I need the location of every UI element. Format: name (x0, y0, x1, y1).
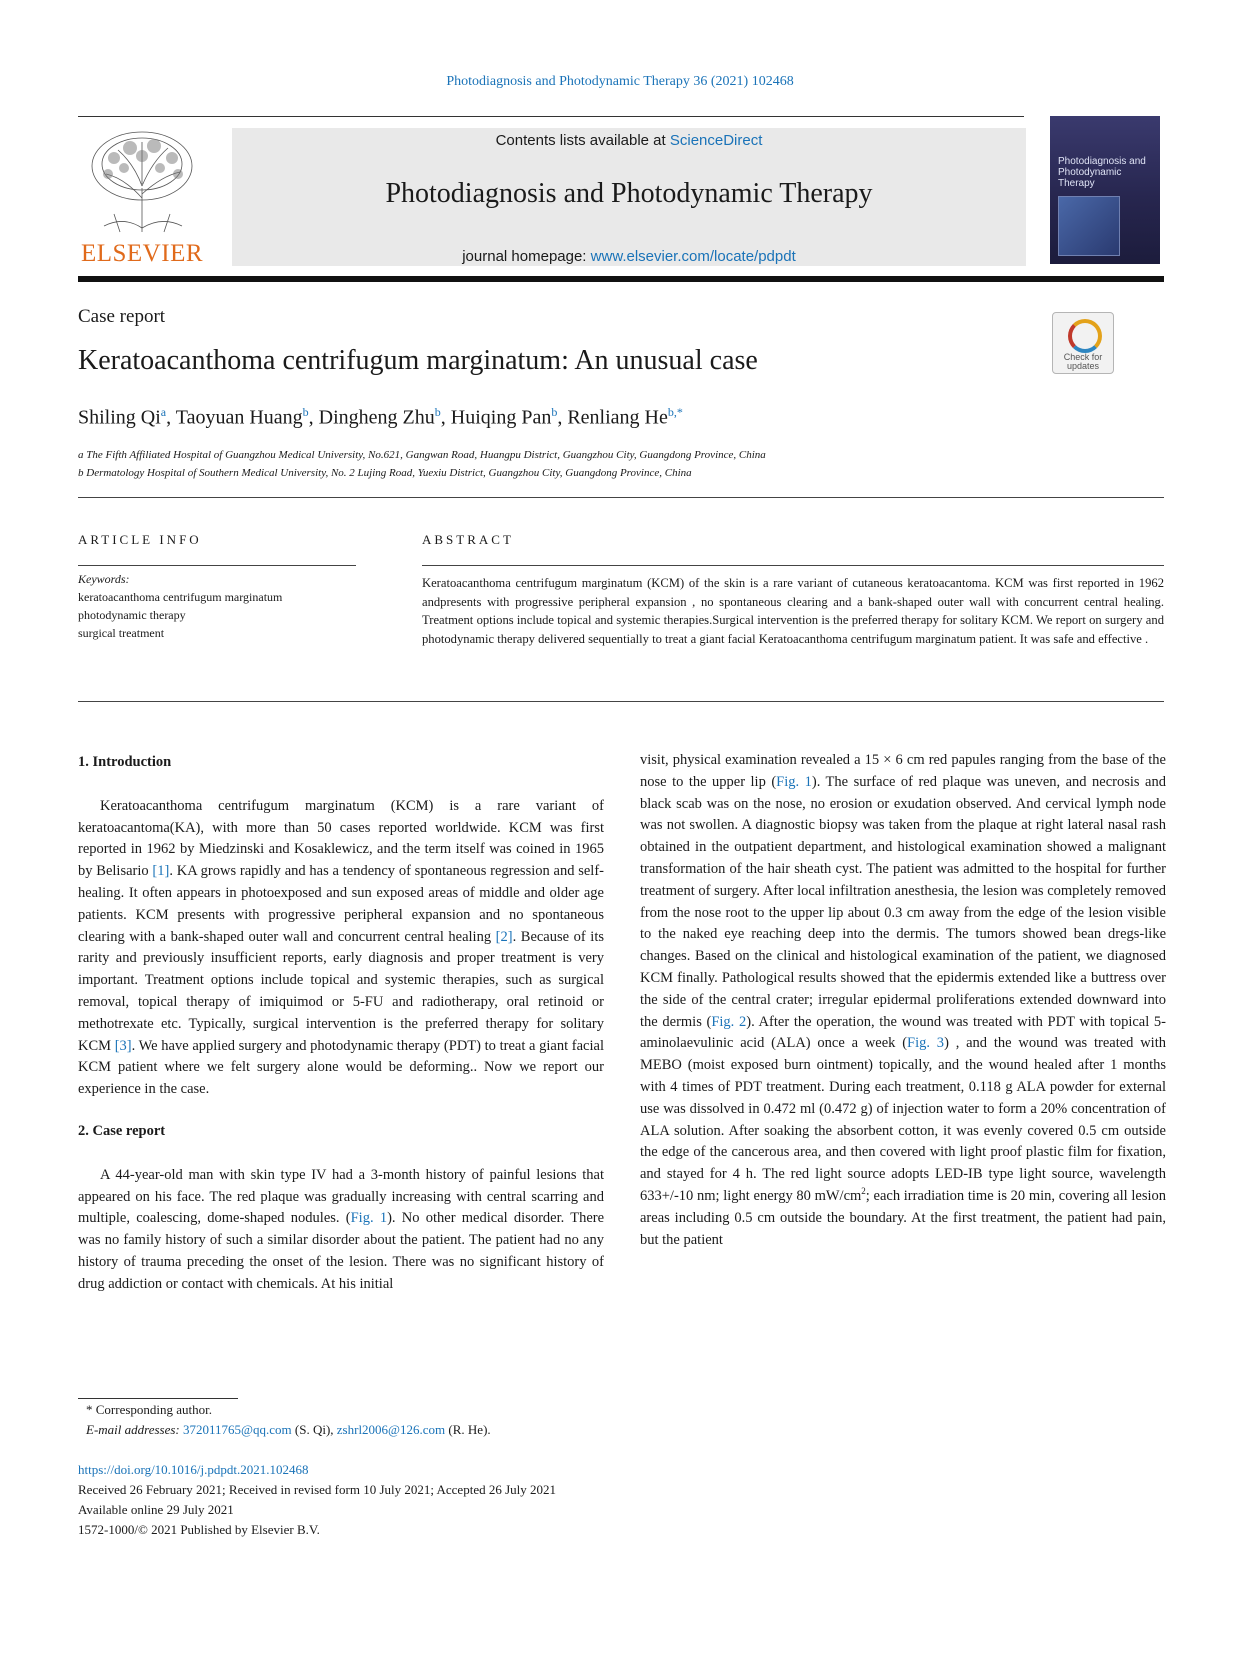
text-run: . Because of its rarity and previously insufficient reports, early diagnosis and proper treatment is very important. Treatment options include topical and systemic therapies, such as surgical removal, topical therapy of imiquimod or 5-FU and radiotherapy, oral retinoid or methotrexate etc. Typically, surgical intervention is the preferred therapy for solitary KCM (78, 928, 604, 1054)
keyword-item: surgical treatment (78, 626, 165, 640)
contents-prefix: Contents lists available at (495, 132, 670, 149)
author-affil-marker[interactable]: a (160, 405, 167, 419)
email-link[interactable]: 372011765@qq.com (183, 1422, 292, 1437)
figure-link[interactable]: Fig. 3 (907, 1035, 945, 1052)
article-title: Keratoacanthoma centrifugum marginatum: An unusual case (78, 345, 758, 376)
divider (78, 565, 356, 566)
body-right-column (640, 750, 1166, 1251)
author-name[interactable]: Dingheng Zhu (318, 406, 435, 429)
body-left-column (78, 752, 604, 1296)
check-for-updates-icon (1068, 319, 1102, 353)
author-name[interactable]: Taoyuan Huang (175, 406, 303, 429)
author-separator: , (308, 406, 319, 429)
copyright: 1572-1000/© 2021 Published by Elsevier B.V. (78, 1522, 320, 1537)
figure-link[interactable]: Fig. 2 (711, 1013, 747, 1030)
cover-title: Photodiagnosis and Photodynamic Therapy (1058, 156, 1146, 189)
text-run: . We have applied surgery and photodynamic therapy (PDT) to treat a giant facial KCM patient where we felt surgery alone would be deforming.. Now we report our experience in the case. (78, 1037, 604, 1098)
header-rule (78, 116, 1024, 117)
author-separator: , (557, 406, 568, 429)
author-affil-marker[interactable]: b (302, 405, 309, 419)
author-affil-marker[interactable]: b (551, 405, 558, 419)
journal-cover-image[interactable] (1050, 116, 1160, 264)
affiliation-b: b Dermatology Hospital of Southern Medical University, No. 2 Lujing Road, Yuexiu District, Guangzhou City, Guangdong Province, China (78, 467, 692, 479)
affiliation-a: a The Fifth Affiliated Hospital of Guangzhou Medical University, No.621, Gangwan Road, Huangpu District, Guangzhou City, Guangdong Province, China (78, 449, 766, 461)
text-run: . KA grows rapidly and has a tendency of spontaneous regression and self-healing. It often appears in photoexposed and sun exposed areas of middle and older age patients. KCM presents with progressive peripheral expansion and no spontaneous clearing with a bank-shaped outer wall and concurrent central healing (78, 863, 604, 945)
citation-link[interactable]: [1] (152, 863, 170, 880)
divider (422, 565, 1164, 566)
keywords-label: Keywords: (78, 572, 130, 586)
cover-illustration (1058, 196, 1120, 256)
superscript: 2 (861, 1186, 866, 1197)
author-name[interactable]: Huiqing Pan (450, 406, 552, 429)
doi-link[interactable]: https://doi.org/10.1016/j.pdpdt.2021.102468 (78, 1462, 309, 1477)
text-run: ) , and the wound was treated with MEBO (moist exposed burn ointment) topically, and the wound healed after 1 months with 4 times of PDT treatment. During each treatment, 0.118 g ALA powder for external use was dissolved in 0.472 ml (0.472 g) of injection water to form a 20% concentration of ALA solution. After soaking the absorbent cotton, it was evenly covered 0.5 cm outside the edge of the cancerous area, and then covered with light proof plastic film for fixation, and stayed for 4 h. The red light source adopts LED-IB type light source, wavelength 633+/-10 nm; light energy 80 mW/cm (640, 1035, 1166, 1204)
text-run: ; each irradiation time is 20 min, covering all lesion areas including 0.5 cm outside the boundary. At the first treatment, the patient had pain, but the patient (640, 1187, 1166, 1248)
email-owner: (S. Qi), (291, 1422, 337, 1437)
elsevier-tree-icon (84, 128, 200, 236)
article-info-heading: ARTICLE INFO (78, 532, 202, 547)
publisher-name: ELSEVIER (80, 240, 204, 267)
text-run: ). No other medical disorder. There was no family history of such a similar disorder about the patient. The patient had no any history of trauma preceding the onset of the lesion. There was no significant history of drug addiction or contact with chemicals. At his initial (78, 1210, 605, 1292)
email-owner: (R. He). (445, 1422, 491, 1437)
case-paragraph (78, 1165, 604, 1296)
divider (78, 497, 1164, 498)
keyword-item: photodynamic therapy (78, 608, 186, 622)
section-heading-case-report: 2. Case report (78, 1122, 166, 1139)
author-affil-marker[interactable]: b,* (667, 405, 683, 419)
text-run: ). The surface of red plaque was uneven, and necrosis and black scab was on the nose, no erosion or exudation observed. And cervical lymph node was not swollen. A diagnostic biopsy was taken from the plaque at right lateral nasal rash obtained in the outpatient department, and histological examination showed a malignant transformation of the hair sheath cyst. The patient was admitted to the hospital for further treatment of surgery. After local infiltration anesthesia, the lesion was completely removed from the nose root to the upper lip about 0.3 cm away from the edge of the lesion visible to the naked eye reaching deep into the dermis. The tumors showed bean dregs-like changes. Based on the clinical and histological examination of the patient, we diagnosed KCM finally. Pathological results showed that the epidermis extended like a buttress over the side of the central crater; irregular epidermal proliferations extended downward into the dermis ( (640, 773, 1166, 1030)
author-name[interactable]: Renliang He (567, 406, 668, 429)
case-paragraph-continued (640, 750, 1166, 1251)
homepage-line (232, 248, 1026, 265)
author-separator: , (166, 406, 176, 429)
available-online: Available online 29 July 2021 (78, 1502, 234, 1517)
check-for-updates-button[interactable] (1052, 312, 1114, 374)
divider (78, 701, 1164, 702)
author-affil-marker[interactable]: b (434, 405, 441, 419)
elsevier-logo (78, 128, 206, 268)
journal-reference[interactable]: Photodiagnosis and Photodynamic Therapy 36 (2021) 102468 (446, 74, 794, 89)
sciencedirect-link[interactable]: ScienceDirect (669, 132, 763, 149)
figure-link[interactable]: Fig. 1 (776, 773, 812, 790)
abstract-text: Keratoacanthoma centrifugum marginatum (KCM) of the skin is a rare variant of cutaneous keratoacantoma. KCM was first reported in 1962 andpresents with progressive peripheral expansion , no spontaneous clearing and a bank-shaped outer wall with concurrent central healing. Treatment options include topical and systemic therapies.Surgical intervention is the preferred therapy for solitary KCM. We report on surgery and photodynamic therapy delivered sequentially to treat a giant facial Keratoacanthoma centrifugum marginatum patient. It was safe and effective . (422, 576, 1164, 646)
email-label: E-mail addresses: (86, 1422, 184, 1437)
intro-paragraph (78, 796, 604, 1101)
citation-link[interactable]: [2] (495, 928, 513, 945)
author-list (78, 405, 683, 430)
figure-link[interactable]: Fig. 1 (350, 1210, 388, 1227)
email-link[interactable]: zshrl2006@126.com (336, 1422, 446, 1437)
text-run: visit, physical examination revealed a 15 × 6 cm red papules ranging from the base of the nose to the upper lip ( (640, 752, 1166, 790)
author-name[interactable]: Shiling Qi (78, 406, 161, 429)
citation-link[interactable]: [3] (114, 1037, 132, 1054)
author-separator: , (440, 406, 451, 429)
received-dates: Received 26 February 2021; Received in revised form 10 July 2021; Accepted 26 July 2021 (78, 1482, 557, 1497)
keyword-item: keratoacanthoma centrifugum marginatum (78, 590, 283, 604)
section-heading-introduction: 1. Introduction (78, 754, 172, 770)
text-run: Keratoacanthoma centrifugum marginatum (KCM) is a rare variant of keratoacantoma(KA), with more than 50 cases reported worldwide. KCM was first reported in 1962 by Miedzinski and Kosaklewicz, and the term itself was coined in 1965 by Belisario (78, 797, 604, 880)
check-for-updates-label: Check for updates (1063, 352, 1103, 371)
article-type: Case report (78, 306, 166, 327)
journal-name: Photodiagnosis and Photodynamic Therapy (385, 178, 873, 209)
corresponding-author-note: * Corresponding author. (86, 1402, 213, 1417)
footnote-rule (78, 1398, 238, 1399)
abstract-heading: ABSTRACT (422, 532, 514, 547)
text-run: A 44-year-old man with skin type IV had a 3-month history of painful lesions that appeared on his face. The red plaque was gradually increasing with central scarring and multiple, coalescing, dome-shaped nodules. ( (78, 1166, 604, 1227)
text-run: ). After the operation, the wound was treated with PDT with topical 5-aminolaevulinic acid (ALA) once a week ( (640, 1013, 1166, 1052)
header-thick-rule (78, 276, 1164, 282)
email-addresses (86, 1422, 491, 1438)
homepage-prefix: journal homepage: (462, 248, 591, 265)
homepage-link[interactable]: www.elsevier.com/locate/pdpdt (590, 248, 796, 265)
contents-line (232, 132, 1026, 149)
